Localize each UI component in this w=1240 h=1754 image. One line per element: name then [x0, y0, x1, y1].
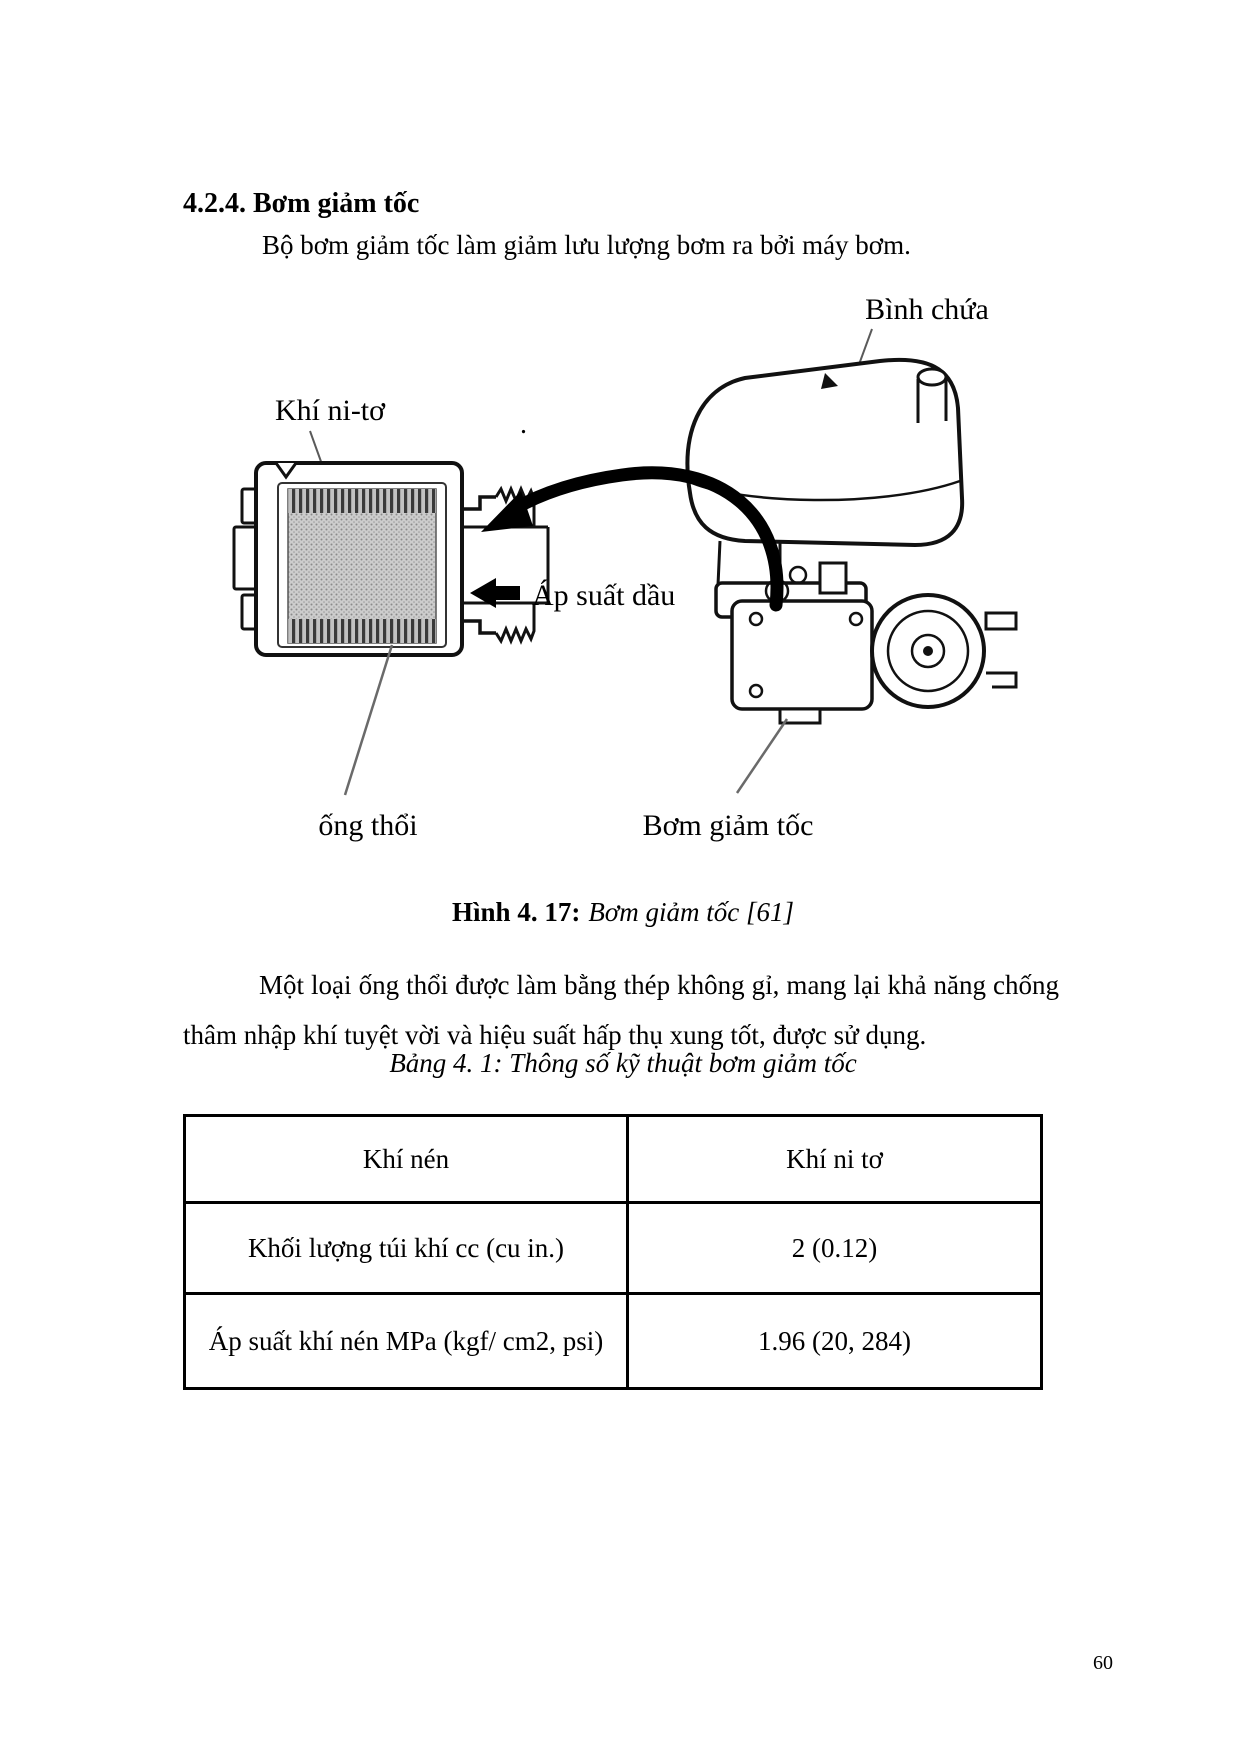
table-row	[185, 1294, 1042, 1389]
figure-caption-label: Hình 4. 17:	[452, 897, 581, 927]
label-dot: .	[520, 409, 527, 440]
leader-line-bellows	[345, 645, 392, 795]
label-pump: Bơm giảm tốc	[642, 809, 814, 842]
accumulator-drawing	[234, 463, 548, 655]
leader-line-pump	[737, 719, 787, 793]
label-nitrogen: Khí ni-tơ	[274, 394, 386, 427]
table-row	[185, 1203, 1042, 1294]
figure-diagram	[180, 283, 1070, 870]
figure-caption-text: Bơm giảm tốc [61]	[588, 897, 794, 927]
section-heading: 4.2.4. Bơm giảm tốc	[183, 188, 420, 219]
table-cell-label: Áp suất khí nén MPa (kgf/ cm2, psi)	[185, 1294, 628, 1389]
body-paragraph	[183, 960, 1059, 1060]
page-number: 60	[1093, 1652, 1113, 1674]
pump-drawing	[716, 563, 1016, 723]
body-paragraph-line2: thâm nhập khí tuyệt vời và hiệu suất hấp thụ xung tốt, được sử dụng.	[183, 1020, 927, 1050]
reservoir-drawing	[687, 360, 962, 587]
spec-table	[183, 1114, 1043, 1390]
body-paragraph-line1: Một loại ống thổi được làm bằng thép không gỉ, mang lại khả năng chống	[259, 970, 1059, 1000]
table-cell-label: Khối lượng túi khí cc (cu in.)	[185, 1203, 628, 1294]
label-reservoir: Bình chứa	[865, 293, 989, 326]
bellows-folds-top	[288, 489, 436, 513]
figure-caption	[163, 897, 1083, 928]
label-bellows: ống thổi	[318, 809, 418, 842]
intro-paragraph: Bộ bơm giảm tốc làm giảm lưu lượng bơm ra bởi máy bơm.	[262, 230, 911, 260]
table-cell-value: 1.96 (20, 284)	[628, 1294, 1042, 1389]
table-header-khi-ni-to: Khí ni tơ	[628, 1116, 1042, 1203]
table-header-khi-nen: Khí nén	[185, 1116, 628, 1203]
label-oil-pressure: Áp suất dầu	[532, 579, 676, 612]
table-header-row	[185, 1116, 1042, 1203]
table-cell-value: 2 (0.12)	[628, 1203, 1042, 1294]
table-caption: Bảng 4. 1: Thông số kỹ thuật bơm giảm tốc	[389, 1048, 857, 1078]
bellows-folds-bottom	[288, 619, 436, 643]
